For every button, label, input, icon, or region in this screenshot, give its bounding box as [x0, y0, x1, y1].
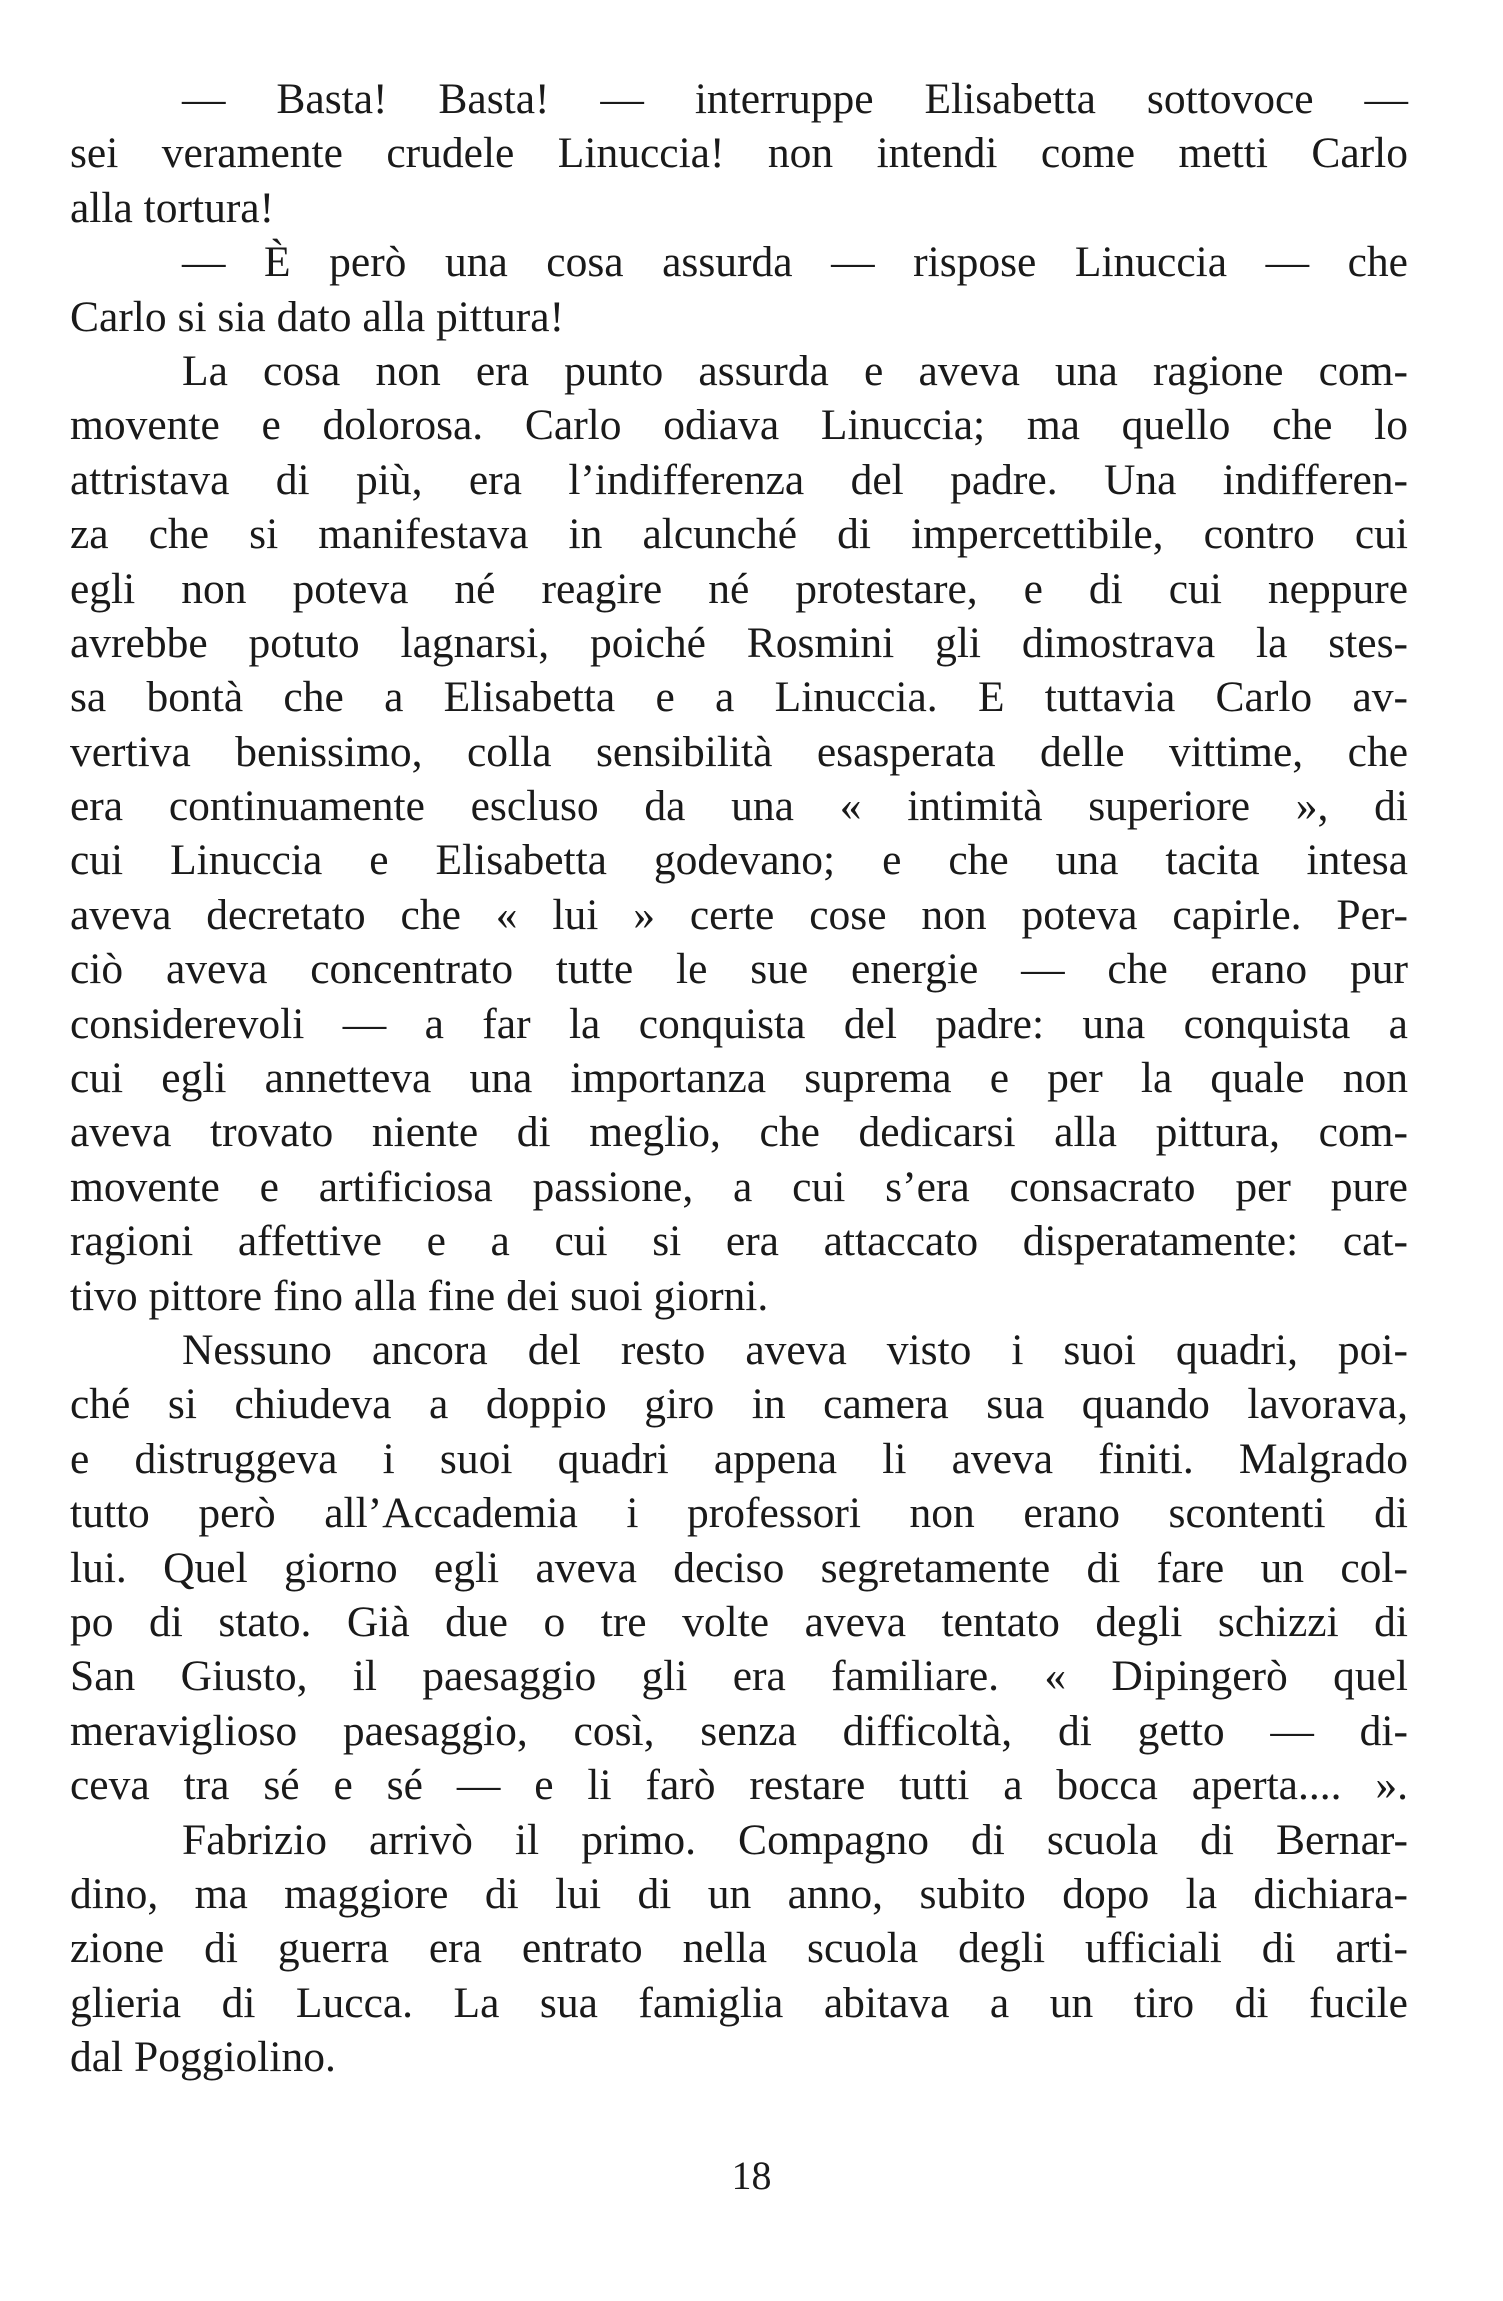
text-line: egli non poteva né reagire né protestare, e di cui neppure — [70, 564, 1408, 613]
text-line: Nessuno ancora del resto aveva visto i suoi quadri, poi- — [182, 1325, 1408, 1374]
text-line: attristava di più, era l’indifferenza del padre. Una indifferen- — [70, 455, 1408, 504]
text-line: vertiva benissimo, colla sensibilità esasperata delle vittime, che — [70, 727, 1408, 776]
text-line: La cosa non era punto assurda e aveva una ragione com- — [182, 346, 1408, 395]
text-line: avrebbe potuto lagnarsi, poiché Rosmini gli dimostrava la stes- — [70, 618, 1408, 667]
text-line: glieria di Lucca. La sua famiglia abitava a un tiro di fucile — [70, 1978, 1408, 2027]
text-line: tivo pittore fino alla fine dei suoi giorni. — [70, 1271, 769, 1320]
text-line: sa bontà che a Elisabetta e a Linuccia. E tuttavia Carlo av- — [70, 673, 1408, 722]
text-line: tutto però all’Accademia i professori non erano scontenti di — [70, 1489, 1408, 1538]
text-line: e distruggeva i suoi quadri appena li aveva finiti. Malgrado — [70, 1434, 1408, 1483]
text-line: aveva decretato che « lui » certe cose non poteva capirle. Per- — [70, 890, 1408, 939]
text-line: zione di guerra era entrato nella scuola degli ufficiali di arti- — [70, 1924, 1408, 1973]
text-line: aveva trovato niente di meglio, che dedicarsi alla pittura, com- — [70, 1108, 1408, 1157]
text-line: — È però una cosa assurda — rispose Linuccia — che — [182, 238, 1408, 287]
text-line: meraviglioso paesaggio, così, senza difficoltà, di getto — di- — [70, 1706, 1408, 1755]
text-line: ché si chiudeva a doppio giro in camera sua quando lavorava, — [70, 1380, 1408, 1429]
text-line: cui egli annetteva una importanza suprema e per la quale non — [70, 1054, 1408, 1103]
page-number: 18 — [731, 2153, 772, 2198]
text-line: po di stato. Già due o tre volte aveva tentato degli schizzi di — [70, 1597, 1408, 1646]
text-line: lui. Quel giorno egli aveva deciso segretamente di fare un col- — [70, 1543, 1408, 1592]
text-line: dino, ma maggiore di lui di un anno, subito dopo la dichiara- — [70, 1869, 1408, 1918]
body-text — [70, 72, 1408, 2084]
text-line: movente e artificiosa passione, a cui s’era consacrato per pure — [70, 1162, 1408, 1211]
text-line: dal Poggiolino. — [70, 2033, 336, 2082]
text-line: cui Linuccia e Elisabetta godevano; e che una tacita intesa — [70, 836, 1408, 885]
text-line: movente e dolorosa. Carlo odiava Linuccia; ma quello che lo — [70, 401, 1408, 450]
text-line: za che si manifestava in alcunché di impercettibile, contro cui — [70, 510, 1408, 559]
text-line: era continuamente escluso da una « intimità superiore », di — [70, 782, 1408, 831]
text-line: — Basta! Basta! — interruppe Elisabetta sottovoce — — [182, 75, 1408, 123]
text-line: ceva tra sé e sé — e li farò restare tutti a bocca aperta.... ». — [70, 1761, 1408, 1810]
text-line: ciò aveva concentrato tutte le sue energie — che erano pur — [70, 945, 1408, 994]
text-line: San Giusto, il paesaggio gli era familiare. « Dipingerò quel — [70, 1652, 1408, 1701]
text-line: Fabrizio arrivò il primo. Compagno di scuola di Bernar- — [182, 1815, 1408, 1864]
text-line: alla tortura! — [70, 183, 275, 232]
text-line: sei veramente crudele Linuccia! non intendi come metti Carlo — [70, 129, 1408, 178]
text-line: considerevoli — a far la conquista del padre: una conquista a — [70, 999, 1408, 1048]
text-line: ragioni affettive e a cui si era attaccato disperatamente: cat- — [70, 1217, 1408, 1266]
text-line: Carlo si sia dato alla pittura! — [70, 292, 565, 341]
